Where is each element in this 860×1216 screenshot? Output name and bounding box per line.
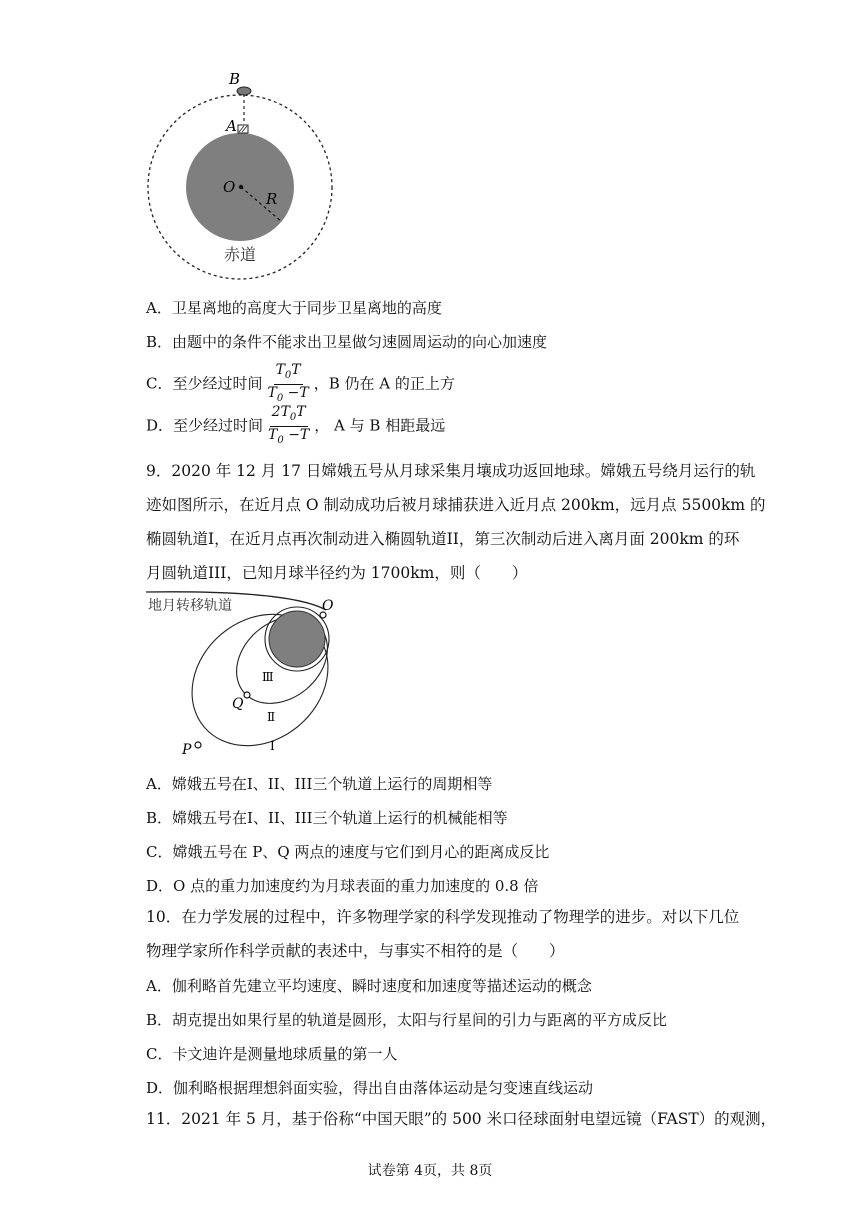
point-q <box>244 692 250 698</box>
q10-option-c: C．卡文迪许是测量地球质量的第一人 <box>146 1045 398 1063</box>
q9-stem-line-2: 迹如图所示，在近月点 O 制动成功后被月球捕获进入近月点 200km，远月点 5500km 的 <box>146 496 766 514</box>
q8-option-b: B．由题中的条件不能求出卫星做匀速圆周运动的向心加速度 <box>146 333 548 351</box>
label-iii: Ⅲ <box>262 670 274 684</box>
earth-satellite-figure <box>140 64 340 284</box>
transfer-orbit-label: 地月转移轨道 <box>148 598 232 614</box>
label-b: B <box>229 70 241 88</box>
q8-option-d-prefix: D．至少经过时间 <box>146 416 264 435</box>
label-o: O <box>223 178 236 196</box>
q9-stem-line-4: 月圆轨道III，已知月球半径约为 1700km，则（ ） <box>146 564 528 582</box>
q8-option-c <box>146 362 455 407</box>
moon <box>269 611 325 667</box>
q10-stem-line-1: 10．在力学发展的过程中，许多物理学家的科学发现推动了物理学的进步。对以下几位 <box>146 908 740 926</box>
fraction-d <box>266 404 311 449</box>
q9-option-b: B．嫦娥五号在I、II、III三个轨道上运行的机械能相等 <box>146 809 508 827</box>
q8-option-c-suffix: ，B 仍在 A 的正上方 <box>313 374 455 393</box>
fraction-d-den: $T_0 -T$ <box>268 426 310 446</box>
satellite-b <box>237 87 251 95</box>
label-p: P <box>182 742 192 758</box>
fraction-d-num: $2T_0T$ <box>270 404 308 427</box>
q10-stem-line-2: 物理学家所作科学贡献的表述中，与事实不相符的是（ ） <box>146 942 565 960</box>
q8-option-c-prefix: C．至少经过时间 <box>146 374 263 393</box>
q10-option-d: D．伽利略根据理想斜面实验，得出自由落体运动是匀变速直线运动 <box>146 1079 594 1097</box>
q8-option-a: A．卫星离地的高度大于同步卫星离地的高度 <box>146 299 442 317</box>
q9-option-a: A．嫦娥五号在I、II、III三个轨道上运行的周期相等 <box>146 775 493 793</box>
q9-option-d: D．O 点的重力加速度约为月球表面的重力加速度的 0.8 倍 <box>146 877 539 895</box>
label-equator: 赤道 <box>224 245 257 264</box>
q10-option-a: A．伽利略首先建立平均速度、瞬时速度和加速度等描述运动的概念 <box>146 977 592 995</box>
page-footer: 试卷第 4页，共 8页 <box>367 1163 493 1179</box>
q9-stem-line-3: 椭圆轨道I，在近月点再次制动进入椭圆轨道II，第三次制动后进入离月面 200km 的环 <box>146 530 740 548</box>
label-i: Ⅰ <box>270 739 275 753</box>
fraction-c-den: $T_0 -T$ <box>267 384 309 404</box>
label-r: R <box>266 190 278 208</box>
fraction-c <box>265 362 310 407</box>
q10-option-b: B．胡克提出如果行星的轨道是圆形，太阳与行星间的引力与距离的平方成反比 <box>146 1011 668 1029</box>
label-o-moon: O <box>322 598 334 614</box>
q9-option-c: C．嫦娥五号在 P、Q 两点的速度与它们到月心的距离成反比 <box>146 843 550 861</box>
q11-stem-line-1: 11．2021 年 5 月，基于俗称“中国天眼”的 500 米口径球面射电望远镜（FAST）的观测， <box>146 1110 777 1128</box>
lunar-orbit-figure <box>140 588 350 763</box>
point-p <box>195 742 201 748</box>
label-q: Q <box>232 696 244 712</box>
label-ii: Ⅱ <box>267 710 276 724</box>
q8-option-d <box>146 404 445 449</box>
q8-option-d-suffix: ， A 与 B 相距最远 <box>314 416 446 435</box>
q9-stem-line-1: 9．2020 年 12 月 17 日嫦娥五号从月球采集月壤成功返回地球。嫦娥五号绕月运行的轨 <box>146 462 756 480</box>
fraction-c-num: $T_0T$ <box>274 362 303 385</box>
label-a: A <box>226 117 237 135</box>
